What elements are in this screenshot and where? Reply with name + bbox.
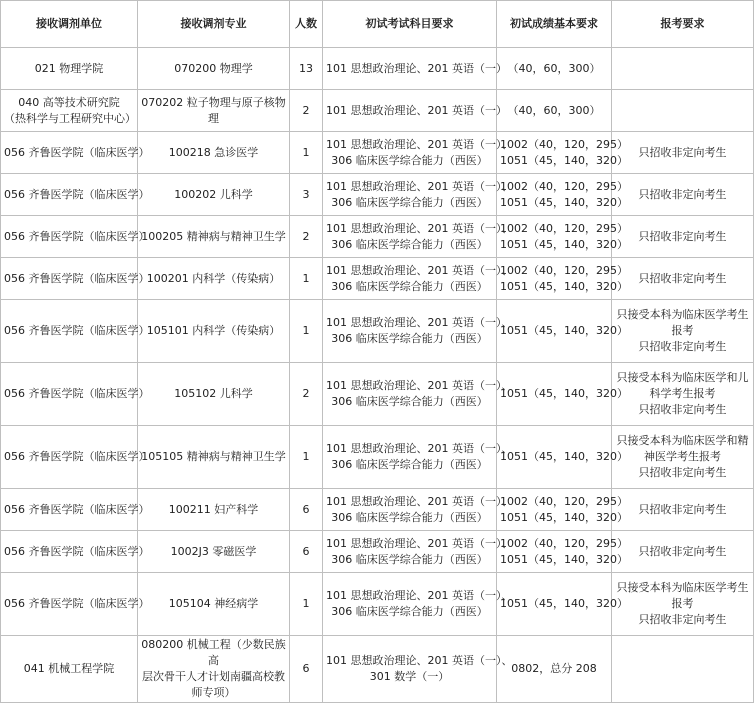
table-row (1, 489, 754, 531)
cell-scores-line: 1051（45，140，320） (500, 510, 628, 524)
cell-scores-line: 1051（45，140，320） (500, 597, 628, 610)
cell-unit (1, 300, 150, 363)
cell-major (138, 531, 290, 573)
header-row (1, 1, 754, 48)
cell-requirements-line: 只接受本科为临床医学和精 (616, 434, 749, 447)
cell-major (138, 363, 290, 426)
cell-scores-line: 1002（40，120，295） (500, 536, 628, 550)
cell-count: 13 (290, 48, 323, 90)
cell-requirements-line: 报考 (671, 324, 694, 337)
cell-subjects (323, 300, 513, 363)
cell-requirements (612, 258, 754, 300)
cell-major (138, 489, 290, 531)
cell-unit (1, 258, 150, 300)
cell-scores-line: （40，60，300） (507, 103, 601, 117)
cell-major (138, 573, 290, 636)
cell-scores-line: 1051（45，140，320） (500, 195, 628, 209)
cell-requirements-line: 只招收非定向考生 (638, 340, 727, 353)
cell-requirements-line: 只招收非定向考生 (638, 613, 727, 626)
cell-unit-line: （热科学与工程研究中心） (4, 111, 136, 125)
cell-unit-line: 056 齐鲁医学院（临床医学） (4, 271, 150, 285)
cell-count: 2 (290, 216, 323, 258)
cell-major (138, 174, 290, 216)
cell-scores-line: 1002（40，120，295） (500, 221, 628, 235)
cell-requirements-line: 只招收非定向考生 (638, 229, 727, 243)
cell-major-line: 师专项） (191, 686, 236, 699)
cell-major-line: 100201 内科学（传染病） (146, 271, 281, 285)
cell-subjects-line: 101 思想政治理论、201 英语（一）、 (326, 654, 513, 667)
header-subjects: 初试考试科目要求 (323, 1, 497, 48)
cell-count: 1 (290, 258, 323, 300)
cell-subjects-line: 306 临床医学综合能力（西医） (331, 153, 488, 167)
table-row (1, 258, 754, 300)
cell-scores (497, 216, 628, 258)
cell-subjects (323, 174, 513, 216)
table-row (1, 174, 754, 216)
cell-subjects (323, 132, 513, 174)
cell-requirements (612, 573, 754, 636)
cell-requirements (612, 216, 754, 258)
cell-major-line: 070202 粒子物理与原子核物理 (141, 95, 286, 125)
table-row (1, 636, 754, 703)
cell-unit (1, 174, 150, 216)
cell-scores (497, 48, 612, 90)
cell-count: 2 (290, 363, 323, 426)
cell-requirements (612, 90, 754, 132)
cell-scores (497, 363, 628, 426)
cell-subjects-line: 101 思想政治理论、201 英语（一）、 (326, 589, 513, 602)
header-unit: 接收调剂单位 (1, 1, 138, 48)
cell-unit-line: 021 物理学院 (34, 61, 104, 75)
cell-requirements-line: 只招收非定向考生 (638, 544, 727, 558)
cell-subjects (323, 216, 513, 258)
cell-scores (497, 300, 628, 363)
cell-scores (497, 489, 628, 531)
cell-unit-line: 040 高等技术研究院 (18, 95, 120, 109)
cell-major-line: 1002J3 零磁医学 (170, 544, 257, 558)
cell-major-line: 105102 儿科学 (174, 387, 253, 400)
cell-major (138, 216, 290, 258)
cell-count: 6 (290, 636, 323, 703)
cell-count: 1 (290, 426, 323, 489)
header-count: 人数 (290, 1, 323, 48)
cell-subjects-line: 101 思想政治理论、201 英语（一）、 (326, 263, 513, 277)
cell-requirements-line: 只招收非定向考生 (638, 466, 727, 479)
cell-subjects (323, 48, 507, 90)
cell-requirements (612, 48, 754, 90)
cell-subjects-line: 306 临床医学综合能力（西医） (331, 458, 488, 471)
cell-scores-line: 0802，总分 208 (511, 662, 597, 675)
cell-major-line: 100202 儿科学 (174, 187, 253, 201)
cell-major (138, 90, 290, 132)
cell-major-line: 100205 精神病与精神卫生学 (141, 229, 286, 243)
cell-major-line: 070200 物理学 (174, 61, 253, 75)
cell-scores (497, 174, 628, 216)
cell-requirements-line: 神医学考生报考 (644, 450, 721, 463)
cell-scores-line: 1002（40，120，295） (500, 179, 628, 193)
cell-count: 1 (290, 573, 323, 636)
cell-requirements-line: 只接受本科为临床医学和儿 (616, 371, 749, 384)
cell-major (138, 48, 290, 90)
cell-scores-line: 1002（40，120，295） (500, 263, 628, 277)
header-requirements: 报考要求 (612, 1, 754, 48)
cell-subjects (323, 258, 513, 300)
cell-major (138, 636, 290, 703)
cell-unit (1, 363, 150, 426)
cell-count: 3 (290, 174, 323, 216)
cell-unit-line: 056 齐鲁医学院（临床医学） (4, 502, 150, 516)
cell-count: 6 (290, 489, 323, 531)
cell-major (138, 426, 290, 489)
table-row (1, 132, 754, 174)
cell-scores-line: 1051（45，140，320） (500, 387, 628, 400)
cell-requirements (612, 531, 754, 573)
cell-unit (1, 90, 138, 132)
cell-subjects-line: 306 临床医学综合能力（西医） (331, 510, 488, 524)
cell-scores (497, 258, 628, 300)
cell-unit-line: 041 机械工程学院 (23, 662, 115, 675)
cell-unit-line: 056 齐鲁医学院（临床医学） (4, 145, 150, 159)
cell-count: 2 (290, 90, 323, 132)
table-body (1, 48, 754, 703)
cell-scores (497, 531, 628, 573)
cell-major-line: 100218 急诊医学 (168, 145, 259, 159)
cell-scores (497, 132, 628, 174)
cell-subjects-line: 306 临床医学综合能力（西医） (331, 395, 488, 408)
table-row (1, 48, 754, 90)
cell-requirements (612, 426, 754, 489)
cell-requirements (612, 132, 754, 174)
cell-subjects-line: 306 临床医学综合能力（西医） (331, 195, 488, 209)
cell-subjects-line: 301 数学（一） (369, 670, 450, 683)
cell-subjects-line: 101 思想政治理论、201 英语（一） (326, 61, 507, 75)
cell-requirements-line: 只招收非定向考生 (638, 271, 727, 285)
cell-count: 1 (290, 132, 323, 174)
table-row (1, 426, 754, 489)
table-row (1, 573, 754, 636)
cell-subjects-line: 101 思想政治理论、201 英语（一）、 (326, 379, 513, 392)
cell-major (138, 132, 290, 174)
cell-subjects-line: 306 临床医学综合能力（西医） (331, 605, 488, 618)
cell-subjects (323, 489, 513, 531)
cell-scores-line: 1051（45，140，320） (500, 324, 628, 337)
table-row (1, 531, 754, 573)
cell-subjects-line: 101 思想政治理论、201 英语（一）、 (326, 179, 513, 193)
table-row (1, 300, 754, 363)
cell-subjects-line: 101 思想政治理论、201 英语（一）、 (326, 536, 513, 550)
cell-subjects-line: 101 思想政治理论、201 英语（一）、 (326, 494, 513, 508)
header-scores: 初试成绩基本要求 (497, 1, 612, 48)
cell-unit-line: 056 齐鲁医学院（临床医学） (4, 544, 150, 558)
cell-subjects (323, 531, 513, 573)
cell-count: 6 (290, 531, 323, 573)
cell-requirements-line: 只招收非定向考生 (638, 502, 727, 516)
cell-unit (1, 216, 150, 258)
cell-major-line: 层次骨干人才计划南疆高校教 (142, 670, 285, 683)
cell-subjects (323, 636, 513, 703)
cell-scores-line: 1051（45，140，320） (500, 279, 628, 293)
cell-subjects (323, 573, 513, 636)
cell-requirements-line: 只接受本科为临床医学考生 (616, 308, 749, 321)
cell-requirements-line: 只招收非定向考生 (638, 403, 727, 416)
cell-requirements-line: 报考 (671, 597, 694, 610)
cell-subjects-line: 101 思想政治理论、201 英语（一）、 (326, 221, 513, 235)
cell-requirements (612, 174, 754, 216)
cell-requirements (612, 300, 754, 363)
cell-scores-line: 1002（40，120，295） (500, 494, 628, 508)
cell-requirements-line: 只招收非定向考生 (638, 187, 727, 201)
cell-unit (1, 636, 138, 703)
cell-unit-line: 056 齐鲁医学院（临床医学） (4, 187, 150, 201)
table-row (1, 363, 754, 426)
cell-unit-line: 056 齐鲁医学院（临床医学） (4, 387, 150, 400)
cell-count: 1 (290, 300, 323, 363)
cell-unit (1, 132, 150, 174)
cell-unit-line: 056 齐鲁医学院（临床医学） (4, 450, 150, 463)
cell-scores (497, 90, 612, 132)
cell-scores (497, 426, 628, 489)
cell-scores-line: （40，60，300） (507, 61, 601, 75)
cell-subjects-line: 306 临床医学综合能力（西医） (331, 332, 488, 345)
cell-subjects-line: 101 思想政治理论、201 英语（一）、 (326, 442, 513, 455)
cell-requirements (612, 636, 754, 703)
cell-unit (1, 531, 150, 573)
cell-scores-line: 1051（45，140，320） (500, 153, 628, 167)
cell-unit-line: 056 齐鲁医学院（临床医学） (4, 229, 150, 243)
cell-scores-line: 1051（45，140，320） (500, 237, 628, 251)
cell-major-line: 105105 精神病与精神卫生学 (141, 450, 286, 463)
table-row (1, 90, 754, 132)
cell-requirements-line: 科学考生报考 (649, 387, 716, 400)
table-row (1, 216, 754, 258)
cell-subjects-line: 306 临床医学综合能力（西医） (331, 237, 488, 251)
cell-subjects (323, 426, 513, 489)
cell-requirements (612, 489, 754, 531)
cell-scores-line: 1051（45，140，320） (500, 552, 628, 566)
cell-subjects-line: 306 临床医学综合能力（西医） (331, 279, 488, 293)
cell-major-line: 100211 妇产科学 (168, 502, 259, 516)
cell-requirements-line: 只接受本科为临床医学考生 (616, 581, 749, 594)
cell-requirements-line: 只招收非定向考生 (638, 145, 727, 159)
cell-unit-line: 056 齐鲁医学院（临床医学） (4, 324, 150, 337)
cell-unit (1, 426, 150, 489)
cell-scores (497, 573, 628, 636)
cell-major-line: 105104 神经病学 (168, 597, 259, 610)
cell-unit (1, 489, 150, 531)
cell-scores-line: 1002（40，120，295） (500, 137, 628, 151)
cell-subjects-line: 101 思想政治理论、201 英语（一） (326, 103, 507, 117)
cell-major (138, 300, 290, 363)
cell-unit-line: 056 齐鲁医学院（临床医学） (4, 597, 150, 610)
cell-subjects-line: 101 思想政治理论、201 英语（一）、 (326, 316, 513, 329)
cell-major-line: 080200 机械工程（少数民族高 (141, 638, 286, 667)
cell-scores-line: 1051（45，140，320） (500, 450, 628, 463)
cell-subjects-line: 101 思想政治理论、201 英语（一）、 (326, 137, 513, 151)
cell-subjects-line: 306 临床医学综合能力（西医） (331, 552, 488, 566)
cell-scores (497, 636, 612, 703)
cell-major (138, 258, 290, 300)
cell-unit (1, 48, 138, 90)
cell-requirements (612, 363, 754, 426)
cell-unit (1, 573, 150, 636)
cell-subjects (323, 363, 513, 426)
header-major: 接收调剂专业 (138, 1, 290, 48)
cell-subjects (323, 90, 507, 132)
cell-major-line: 105101 内科学（传染病） (146, 324, 281, 337)
